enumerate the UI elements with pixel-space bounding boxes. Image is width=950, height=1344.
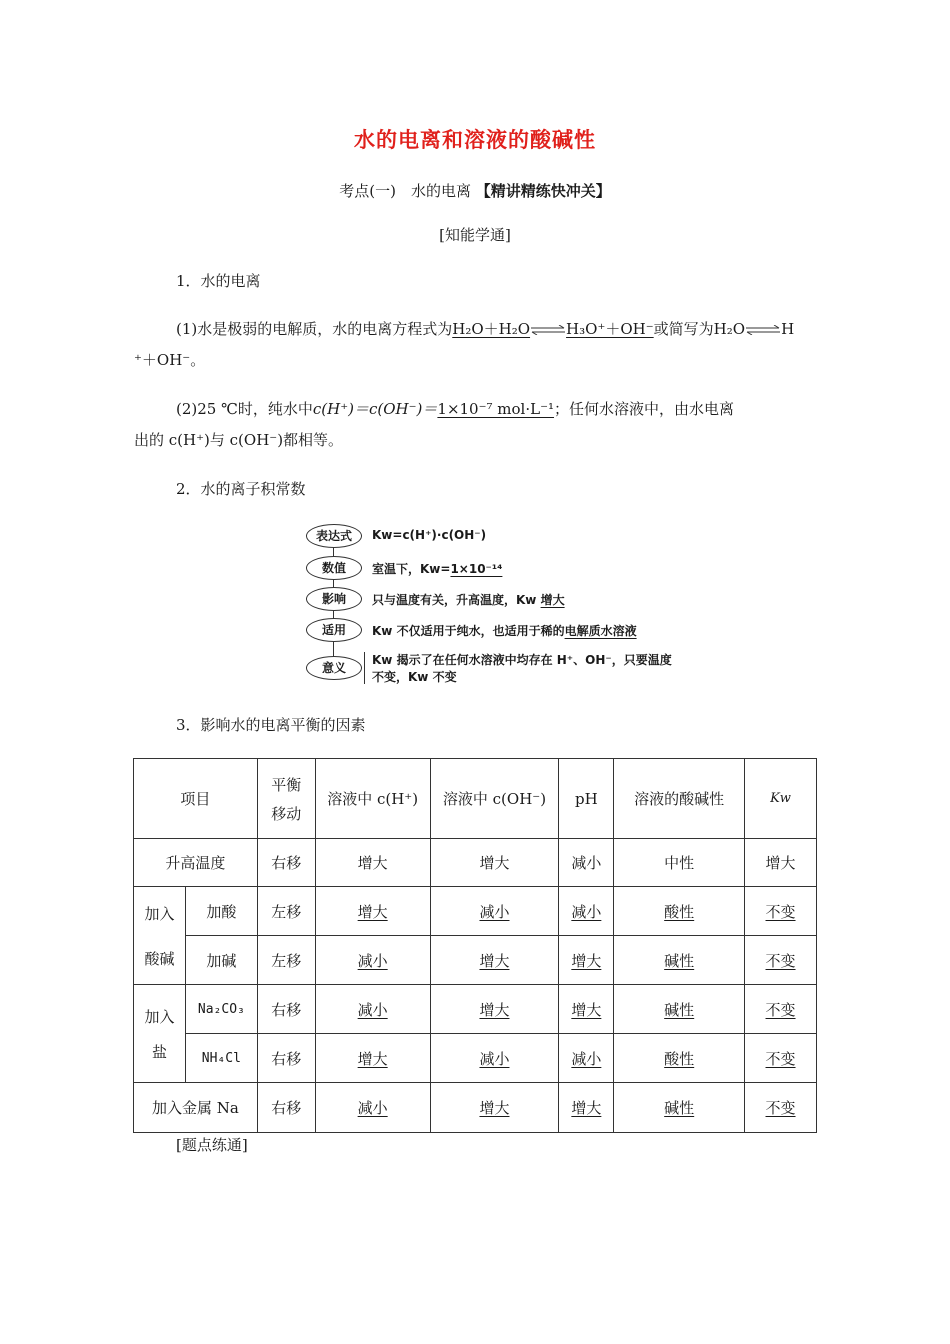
diagram-bracket (364, 652, 369, 684)
header-shift-line-1: 平衡 (271, 775, 302, 794)
cell-h: 减小 (357, 1000, 388, 1019)
cell-shift: 左移 (257, 936, 315, 985)
cell-nature: 酸性 (664, 902, 695, 921)
cell-shift: 左移 (257, 887, 315, 936)
table-row (134, 985, 817, 1034)
header-oh-conc: 溶液中 c(OH⁻) (430, 759, 559, 839)
diagram-label-applicability: 适用 (306, 618, 362, 642)
cell-nature: 碱性 (664, 1000, 695, 1019)
section-tag: [知能学通] (439, 226, 511, 244)
cell-item: Na₂CO₃ (185, 985, 257, 1034)
table-row (134, 1083, 817, 1133)
cell-shift: 右移 (257, 985, 315, 1034)
table-row (134, 887, 817, 936)
cell-item: 加入金属 Na (134, 1083, 258, 1133)
diagram-text-expression: Kw=c(H⁺)·c(OH⁻) (372, 528, 487, 542)
cell-h: 增大 (357, 1049, 388, 1068)
cell-item: 加碱 (185, 936, 257, 985)
p2-text-b: ；任何水溶液中，由水电离 (554, 400, 735, 418)
group-salt-line-1: 加入 (144, 1007, 175, 1026)
paragraph-2-line-1 (176, 398, 734, 419)
diagram-text-influence (372, 591, 565, 608)
subtitle-tag: 【精讲精练快冲关】 (475, 182, 611, 200)
cell-kw: 不变 (765, 1099, 796, 1117)
p2-text-a: (2)25 ℃时，纯水中 (176, 400, 313, 418)
cell-item: 加酸 (185, 887, 257, 936)
cell-kw: 增大 (745, 839, 817, 887)
cell-item: NH₄Cl (185, 1034, 257, 1083)
group-acid-base-line-1: 加入 (144, 904, 175, 923)
kw-concept-diagram (300, 520, 700, 690)
paragraph-1-line-2: ⁺＋OH⁻。 (134, 351, 206, 369)
cell-h: 增大 (357, 902, 388, 921)
heading-ion-product: 2．水的离子积常数 (176, 480, 306, 498)
group-salt (134, 985, 186, 1083)
diagram-text-value (372, 560, 502, 577)
p2-underline-value: 1×10⁻⁷ mol·L⁻¹ (437, 400, 555, 418)
cell-ph: 增大 (571, 951, 602, 970)
header-shift-line-2: 移动 (271, 804, 302, 823)
p1-text-b: 或简写为H₂O (653, 320, 746, 338)
cell-nature: 碱性 (664, 951, 695, 970)
cell-oh: 增大 (479, 1099, 510, 1117)
p1-underline-products: H₃O⁺＋OH⁻ (566, 320, 654, 338)
cell-shift: 右移 (257, 1083, 315, 1133)
p1-underline-reactants: H₂O＋H₂O (452, 320, 531, 338)
page-title: 水的电离和溶液的酸碱性 (354, 127, 596, 152)
cell-item: 升高温度 (134, 839, 258, 887)
diagram-value-underlined: 1×10⁻¹⁴ (450, 562, 503, 576)
diagram-label-meaning: 意义 (306, 656, 362, 680)
header-shift (257, 759, 315, 839)
cell-h: 减小 (357, 951, 388, 970)
cell-shift: 右移 (257, 839, 315, 887)
table-row (134, 936, 817, 985)
cell-oh: 减小 (479, 902, 510, 921)
heading-water-ionization: 1．水的电离 (176, 272, 261, 290)
diagram-text-applicability (372, 622, 637, 639)
cell-ph: 增大 (571, 1000, 602, 1019)
section-subtitle (0, 180, 950, 201)
table-row (134, 1034, 817, 1083)
factors-table (133, 758, 817, 1133)
cell-ph: 减小 (571, 1049, 602, 1068)
diagram-value-prefix: 室温下，Kw= (372, 562, 451, 576)
header-item: 项目 (134, 759, 258, 839)
cell-oh: 减小 (479, 1049, 510, 1068)
table-row (134, 839, 817, 887)
header-nature: 溶液的酸碱性 (614, 759, 745, 839)
diagram-label-value: 数值 (306, 556, 362, 580)
diagram-applicability-prefix: Kw 不仅适用于纯水，也适用于稀的 (372, 624, 565, 638)
diagram-text-meaning-1: Kw 揭示了在任何水溶液中均存在 H⁺、OH⁻，只要温度 (372, 653, 672, 667)
cell-kw: 不变 (765, 1000, 796, 1019)
diagram-text-meaning-2: 不变，Kw 不变 (372, 670, 457, 684)
diagram-label-influence: 影响 (306, 587, 362, 611)
diagram-influence-prefix: 只与温度有关，升高温度，Kw (372, 593, 541, 607)
p2-expression: c(H⁺)＝c(OH⁻)＝ (312, 400, 438, 418)
equilibrium-arrow-icon (530, 325, 566, 335)
cell-oh: 增大 (479, 1000, 510, 1019)
paragraph-2-line-2: 出的 c(H⁺)与 c(OH⁻)都相等。 (134, 431, 344, 449)
group-acid-base (134, 887, 186, 985)
cell-ph: 减小 (571, 902, 602, 921)
cell-nature: 中性 (614, 839, 745, 887)
cell-kw: 不变 (765, 902, 796, 921)
paragraph-1-line-1 (176, 318, 794, 339)
cell-kw: 不变 (765, 951, 796, 970)
group-salt-line-2: 盐 (151, 1042, 167, 1061)
cell-shift: 右移 (257, 1034, 315, 1083)
diagram-influence-underlined: 增大 (540, 593, 565, 607)
cell-oh: 增大 (479, 951, 510, 970)
cell-ph: 减小 (559, 839, 614, 887)
cell-ph: 增大 (571, 1099, 602, 1117)
p1-text-c: H (781, 320, 795, 338)
cell-nature: 酸性 (664, 1049, 695, 1068)
group-acid-base-line-2: 酸碱 (144, 949, 175, 968)
diagram-label-expression: 表达式 (306, 524, 362, 548)
table-header-row (134, 759, 817, 839)
cell-h: 增大 (315, 839, 430, 887)
heading-factors: 3．影响水的电离平衡的因素 (176, 716, 366, 734)
cell-nature: 碱性 (664, 1099, 695, 1117)
practice-tag: [题点练通] (176, 1136, 248, 1154)
subtitle-main: 考点(一) 水的电离 (339, 182, 471, 200)
cell-oh: 增大 (430, 839, 559, 887)
diagram-applicability-underlined: 电解质水溶液 (564, 624, 637, 638)
cell-kw: 不变 (765, 1049, 796, 1068)
equilibrium-arrow-icon (745, 325, 781, 335)
header-ph: pH (559, 759, 614, 839)
header-h-conc: 溶液中 c(H⁺) (315, 759, 430, 839)
cell-h: 减小 (357, 1099, 388, 1117)
header-kw: Kw (745, 759, 817, 839)
p1-text-a: (1)水是极弱的电解质，水的电离方程式为 (176, 320, 453, 338)
